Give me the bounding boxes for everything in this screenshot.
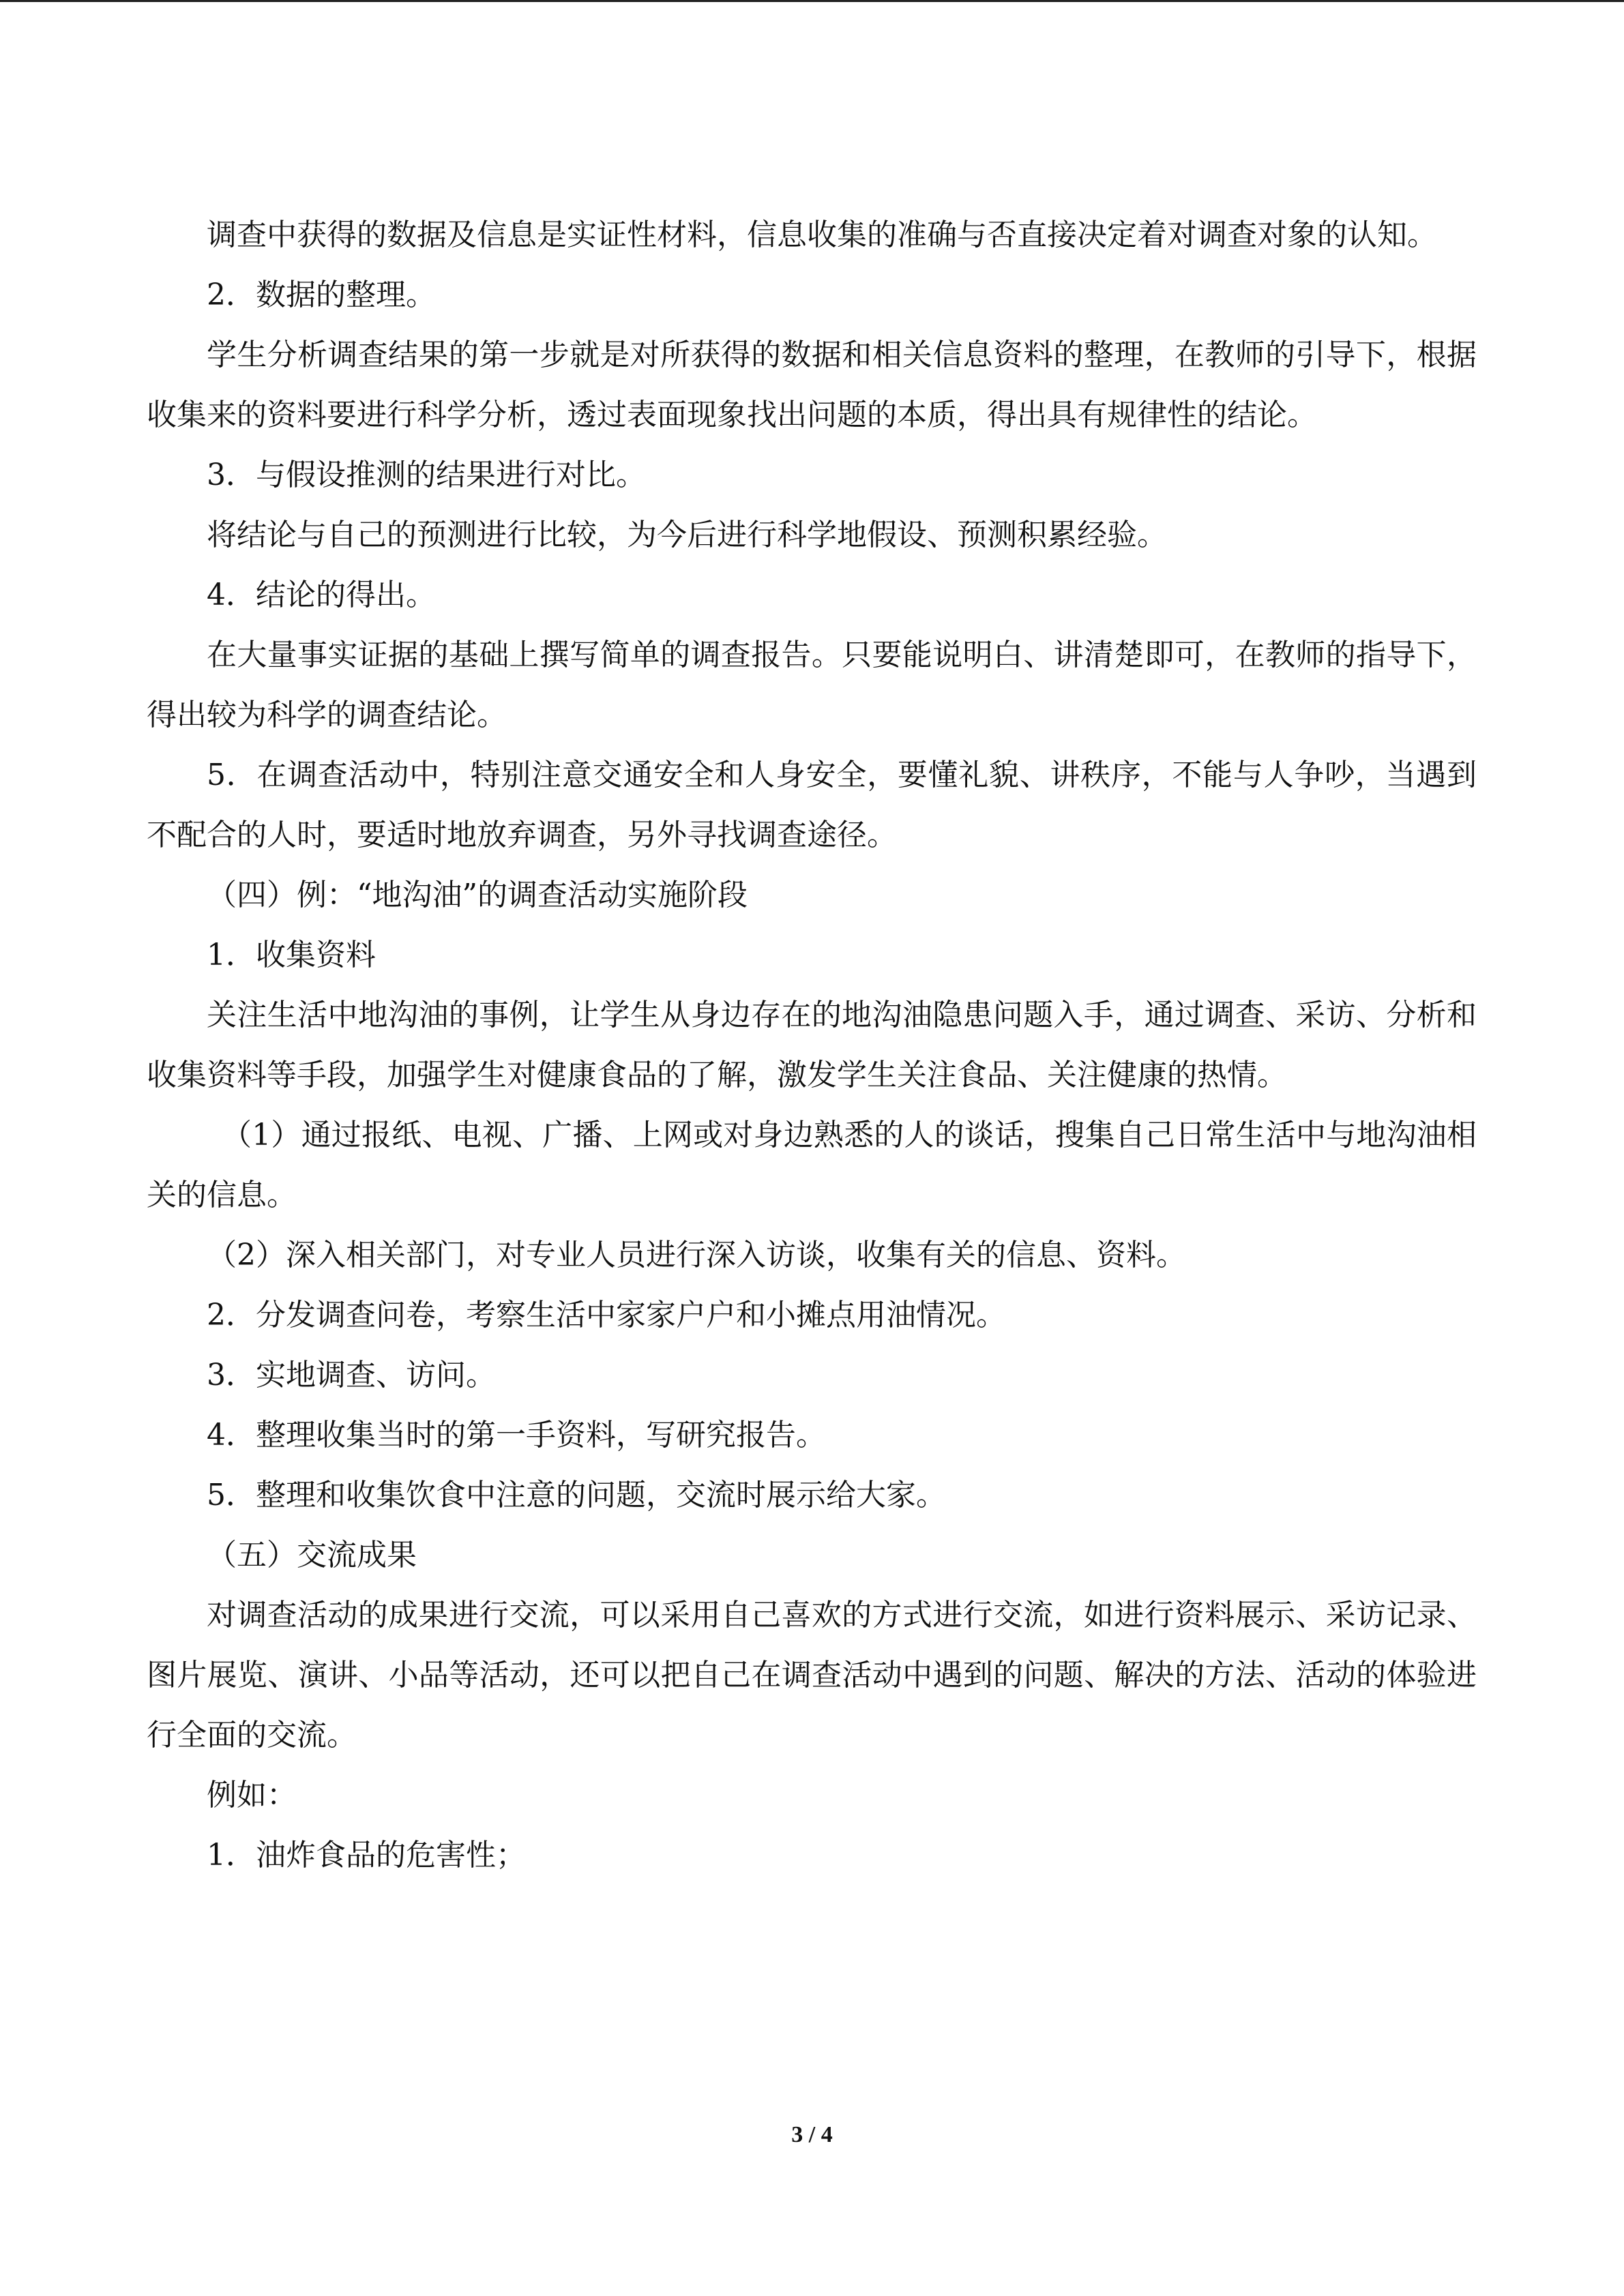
paragraph-safety-note: 5．在调查活动中，特别注意交通安全和人身安全，要懂礼貌、讲秩序，不能与人争吵，当遇到不配合的人时，要适时地放弃调查，另外寻找调查途径。 [147, 758, 1477, 852]
heading-example-gutter-oil: （四）例：“地沟油”的调查活动实施阶段 [207, 878, 748, 912]
paragraph-survey-data: 调查中获得的数据及信息是实证性材料，信息收集的准确与否直接决定着对调查对象的认知。 [207, 218, 1437, 252]
heading-data-organizing: 2．数据的整理。 [207, 278, 436, 312]
heading-compare-hypothesis: 3．与假设推测的结果进行对比。 [207, 458, 646, 492]
paragraph-item-2-interview: （2）深入相关部门，对专业人员进行深入访谈，收集有关的信息、资料。 [207, 1238, 1186, 1272]
heading-collect-materials: 1．收集资料 [207, 938, 376, 972]
paragraph-data-analysis: 学生分析调查结果的第一步就是对所获得的数据和相关信息资料的整理，在教师的引导下，根据收集来的资料要进行科学分析，透过表面现象找出问题的本质，得出具有规律性的结论。 [147, 338, 1477, 432]
heading-share-results: （五）交流成果 [207, 1538, 417, 1572]
heading-conclusion: 4．结论的得出。 [207, 578, 436, 612]
paragraph-for-example: 例如： [207, 1778, 297, 1813]
paragraph-compare-prediction: 将结论与自己的预测进行比较，为今后进行科学地假设、预测积累经验。 [207, 518, 1167, 552]
paragraph-survey-report: 在大量事实证据的基础上撰写简单的调查报告。只要能说明白、讲清楚即可，在教师的指导下，得出较为科学的调查结论。 [147, 638, 1477, 732]
paragraph-questionnaire: 2．分发调查问卷，考察生活中家家户户和小摊点用油情况。 [207, 1298, 1006, 1332]
paragraph-field-survey: 3．实地调查、访问。 [207, 1358, 496, 1392]
paragraph-fried-food-harm: 1．油炸食品的危害性； [207, 1838, 526, 1873]
paragraph-share-methods: 对调查活动的成果进行交流，可以采用自己喜欢的方式进行交流，如进行资料展示、采访记录、图片展览、演讲、小品等活动，还可以把自己在调查活动中遇到的问题、解决的方法、活动的体验进行全面的交流。 [147, 1598, 1477, 1753]
paragraph-gutter-oil-focus: 关注生活中地沟油的事例，让学生从身边存在的地沟油隐患问题入手，通过调查、采访、分析和收集资料等手段，加强学生对健康食品的了解，激发学生关注食品、关注健康的热情。 [147, 998, 1477, 1092]
document-body [147, 205, 1477, 1885]
paragraph-research-report: 4．整理收集当时的第一手资料，写研究报告。 [207, 1418, 826, 1452]
paragraph-item-1-media: （1）通过报纸、电视、广播、上网或对身边熟悉的人的谈话，搜集自己日常生活中与地沟油相关的信息。 [147, 1118, 1477, 1212]
paragraph-diet-issues: 5．整理和收集饮食中注意的问题，交流时展示给大家。 [207, 1478, 946, 1512]
page-number: 3 / 4 [791, 2122, 833, 2147]
